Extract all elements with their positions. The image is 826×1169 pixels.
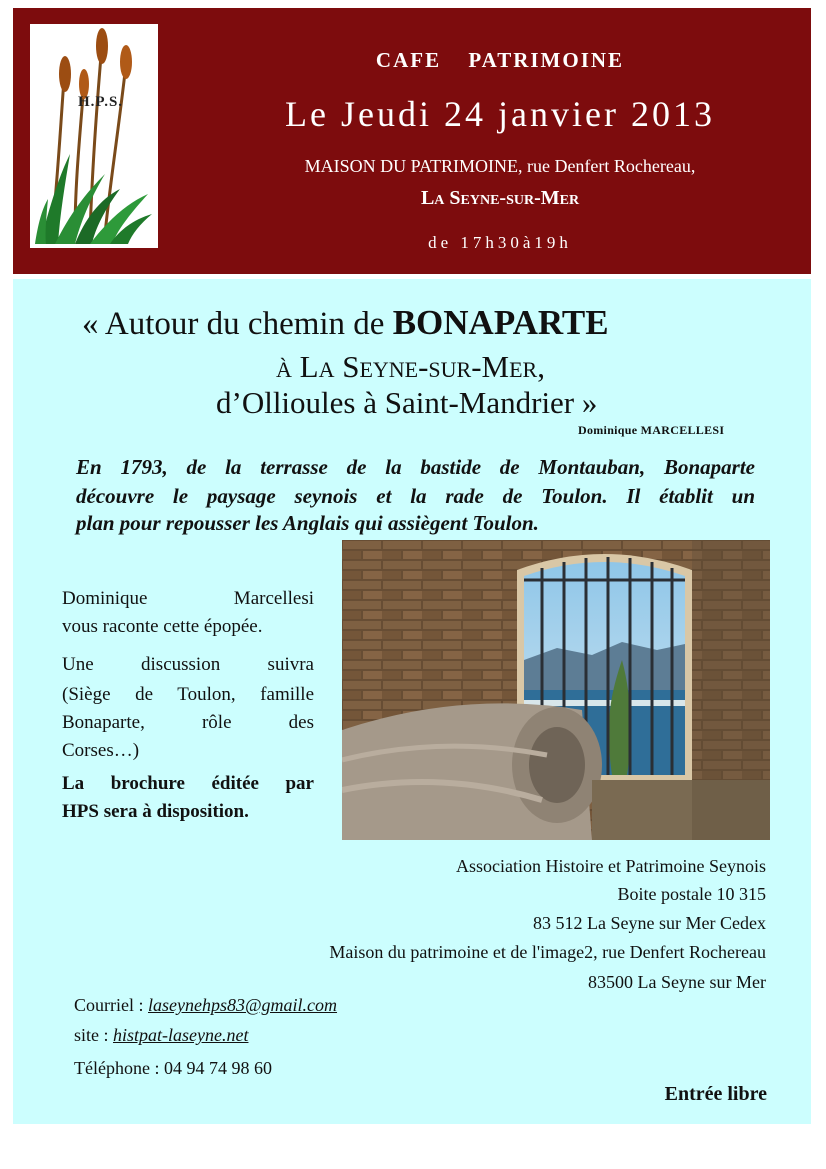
sidebar-line-1: Dominique Marcellesi [62, 588, 314, 609]
sidebar-line-6: Corses…) [62, 740, 140, 761]
sidebar-line-2: vous raconte cette épopée. [62, 616, 263, 637]
talk-title-prefix: « Autour du chemin de [82, 306, 393, 342]
intro-line-1: En 1793, de la terrasse de la bastide de Montauban, Bonaparte [76, 455, 755, 479]
intro-line-3: plan pour repousser les Anglais qui assiègent Toulon. [76, 511, 539, 535]
address-line-3: 83 512 La Seyne sur Mer Cedex [533, 913, 766, 933]
sidebar-line-5: Bonaparte, rôle des [62, 712, 314, 733]
site-link[interactable]: histpat-laseyne.net [113, 1025, 249, 1045]
contact-phone: Téléphone : 04 94 74 98 60 [74, 1058, 272, 1078]
sidebar-line-3: Une discussion suivra [62, 654, 314, 675]
speaker-credit: Dominique MARCELLESI [578, 423, 725, 437]
address-line-1: Association Histoire et Patrimoine Seynois [456, 856, 766, 876]
sidebar-line-4: (Siège de Toulon, famille [62, 684, 314, 705]
address-line-5: 83500 La Seyne sur Mer [588, 972, 766, 992]
talk-title-line3: d’Ollioules à Saint-Mandrier » [216, 385, 598, 420]
window-photo [342, 540, 770, 840]
talk-title-line2: à La Seyne-sur-Mer, [276, 349, 545, 384]
entry-free: Entrée libre [664, 1083, 767, 1105]
venue-line: MAISON DU PATRIMOINE, rue Denfert Rochereau, [304, 156, 696, 176]
contact-email [74, 995, 337, 1016]
site-label: site : [74, 1025, 113, 1045]
logo-text: H.P.S. [78, 94, 124, 110]
talk-title-line1 [82, 303, 609, 343]
time-line: de 17h30à19h [428, 233, 572, 252]
hps-logo [30, 24, 158, 248]
talk-title-bold: BONAPARTE [392, 303, 609, 342]
email-label: Courriel : [74, 995, 148, 1015]
town-line: La Seyne-sur-Mer [420, 187, 580, 209]
event-date: Le Jeudi 24 janvier 2013 [285, 94, 715, 134]
brochure-line-1: La brochure éditée par [62, 773, 314, 794]
email-link[interactable]: laseynehps83@gmail.com [148, 995, 338, 1015]
cattail-logo-icon [30, 24, 158, 248]
address-line-4: Maison du patrimoine et de l'image2, rue Denfert Rochereau [329, 942, 766, 962]
address-line-2: Boite postale 10 315 [617, 884, 766, 904]
contact-site [74, 1025, 248, 1046]
brochure-line-2: HPS sera à disposition. [62, 801, 249, 822]
cafe-title: CAFE PATRIMOINE [375, 48, 625, 72]
intro-line-2: découvre le paysage seynois et la rade de Toulon. Il établit un [76, 484, 755, 508]
